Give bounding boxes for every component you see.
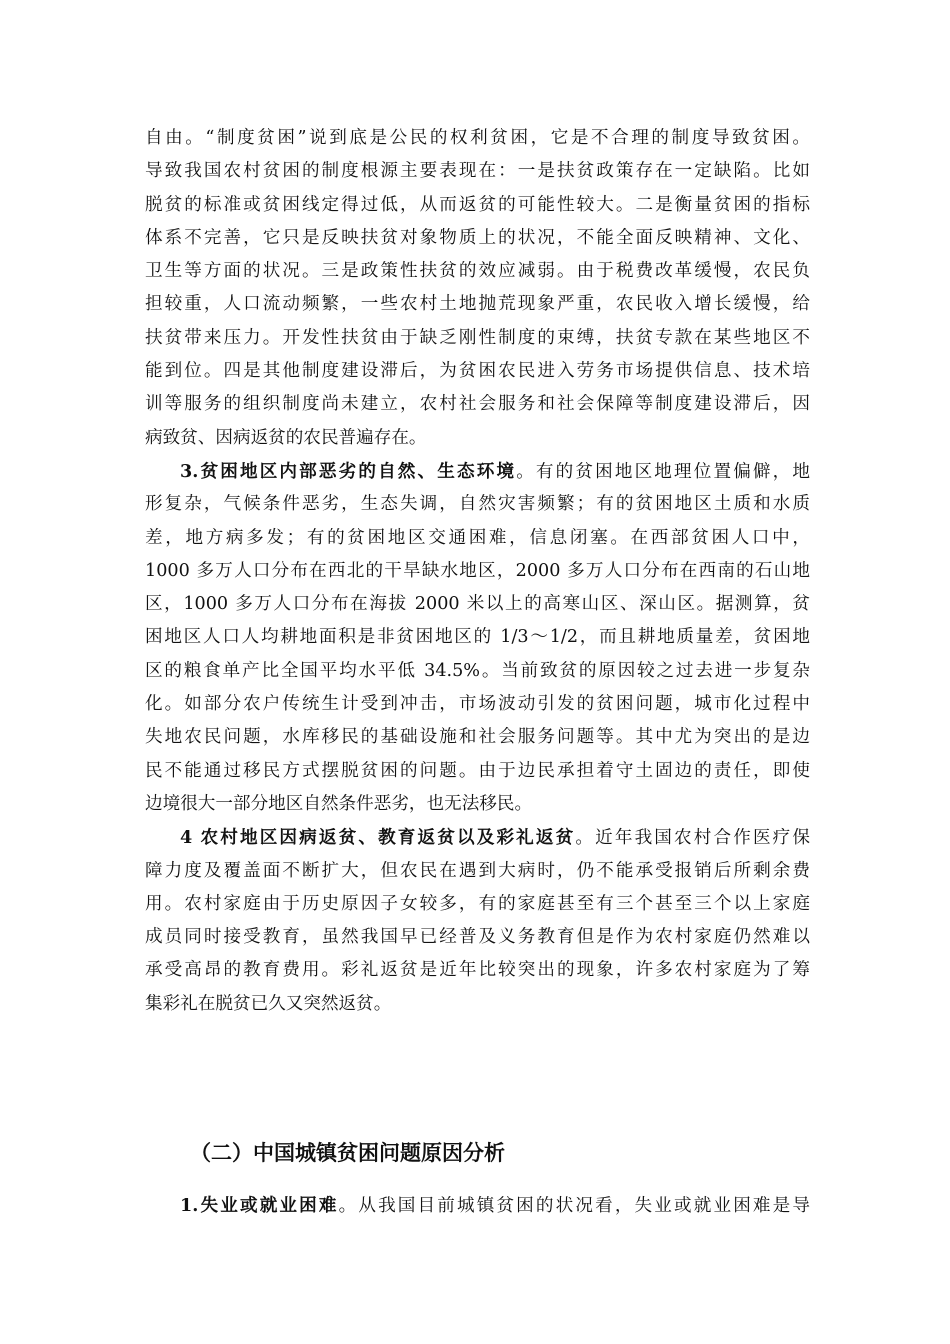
text-line: 化。如部分农户传统生计受到冲击，市场波动引发的贫困问题，城市化过程中 xyxy=(145,694,810,715)
text-line: 边境很大一部分地区自然条件恶劣，也无法移民。 xyxy=(145,793,533,814)
text-line: 担较重，人口流动频繁，一些农村土地抛荒现象严重，农民收入增长缓慢，给 xyxy=(145,294,810,315)
text-line: 形复杂，气候条件恶劣，生态失调，自然灾害频繁；有的贫困地区土质和水质 xyxy=(145,494,810,515)
text-line: 成员同时接受教育，虽然我国早已经普及义务教育但是作为农村家庭仍然难以 xyxy=(145,927,810,948)
text-line: 障力度及覆盖面不断扩大，但农民在遇到大病时，仍不能承受报销后所剩余费 xyxy=(145,860,810,881)
text-line: 扶贫带来压力。开发性扶贫由于缺乏刚性制度的束缚，扶贫专款在某些地区不 xyxy=(145,327,810,348)
paragraph-first-line xyxy=(145,1189,810,1222)
text-line: 能到位。四是其他制度建设滞后，为贫困农民进入劳务市场提供信息、技术培 xyxy=(145,361,810,382)
paragraph-returning-poverty xyxy=(145,821,810,1021)
paragraph-lead-heading: 3.贫困地区内部恶劣的自然、生态环境 xyxy=(180,460,517,482)
text-line: 自由。“制度贫困”说到底是公民的权利贫困，它是不合理的制度导致贫困。 xyxy=(145,128,810,148)
text-line: 1000 多万人口分布在西北的干旱缺水地区，2000 多万人口分布在西南的石山地 xyxy=(145,560,810,581)
text-line: 困地区人口人均耕地面积是非贫困地区的 1/3～1/2，而且耕地质量差，贫困地 xyxy=(145,627,810,648)
paragraph-unemployment xyxy=(145,1189,810,1222)
text-line: 承受高昂的教育费用。彩礼返贫是近年比较突出的现象，许多农村家庭为了筹 xyxy=(145,960,810,981)
text-line: 集彩礼在脱贫已久又突然返贫。 xyxy=(145,993,392,1014)
paragraph-lead-heading: 1.失业或就业困难 xyxy=(180,1195,339,1216)
text-line: 区，1000 多万人口分布在海拔 2000 米以上的高寒山区、深山区。据测算，贫 xyxy=(145,594,810,615)
paragraph-first-line xyxy=(145,821,810,854)
text-span: 。有的贫困地区地理位置偏僻，地 xyxy=(516,461,810,482)
section-heading: （二）中国城镇贫困问题原因分析 xyxy=(190,1140,505,1165)
text-line: 卫生等方面的状况。三是政策性扶贫的效应减弱。由于税费改革缓慢，农民负 xyxy=(145,261,810,282)
text-line: 民不能通过移民方式摆脱贫困的问题。由于边民承担着守土固边的责任，即使 xyxy=(145,760,810,781)
document-body xyxy=(145,122,810,1021)
text-line: 差，地方病多发；有的贫困地区交通困难，信息闭塞。在西部贫困人口中， xyxy=(145,527,810,548)
text-line: 体系不完善，它只是反映扶贫对象物质上的状况，不能全面反映精神、文化、 xyxy=(145,227,810,248)
text-line: 脱贫的标准或贫困线定得过低，从而返贫的可能性较大。二是衡量贫困的指标 xyxy=(145,194,810,215)
paragraph-lead-heading: 4 农村地区因病返贫、教育返贫以及彩礼返贫 xyxy=(180,827,576,849)
text-line: 用。农村家庭由于历史原因子女较多，有的家庭甚至有三个甚至三个以上家庭 xyxy=(145,893,810,914)
text-line: 导致我国农村贫困的制度根源主要表现在：一是扶贫政策存在一定缺陷。比如 xyxy=(145,161,810,182)
text-span: 。从我国目前城镇贫困的状况看，失业或就业困难是导 xyxy=(338,1196,810,1216)
text-line: 失地农民问题，水库移民的基础设施和社会服务问题等。其中尤为突出的是边 xyxy=(145,727,810,748)
text-line: 病致贫、因病返贫的农民普遍存在。 xyxy=(145,427,427,448)
paragraph-natural-environment xyxy=(145,455,810,821)
text-line: 训等服务的组织制度尚未建立，农村社会服务和社会保障等制度建设滞后，因 xyxy=(145,394,810,415)
text-line: 区的粮食单产比全国平均水平低 34.5%。当前致贫的原因较之过去进一步复杂 xyxy=(145,660,810,681)
text-span: 。近年我国农村合作医疗保 xyxy=(575,828,810,849)
paragraph-first-line xyxy=(145,455,810,488)
paragraph-institutional-poverty xyxy=(145,122,810,455)
